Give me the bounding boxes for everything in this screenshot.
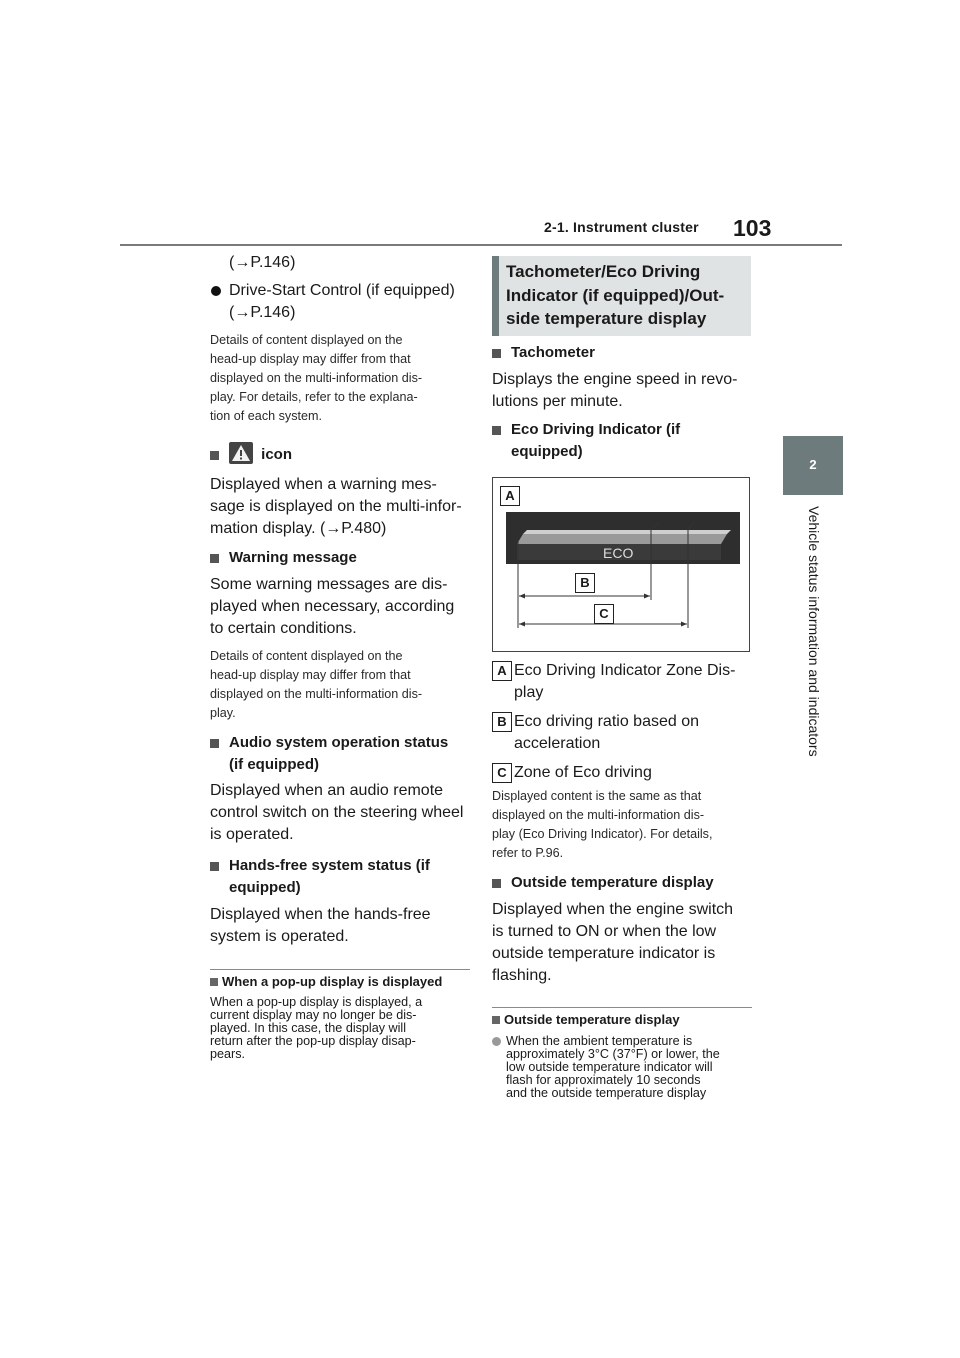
heading-text: Warning message <box>229 549 357 566</box>
heading-square <box>492 1016 500 1024</box>
body-text <box>210 474 470 540</box>
body-line: Displayed when a warning mes- <box>210 476 437 493</box>
memo-rule <box>210 969 470 970</box>
memo-line: return after the pop-up display disap- <box>210 1034 416 1048</box>
eco-indicator-illustration <box>493 478 751 653</box>
legend-line: Eco Driving Indicator Zone Dis- <box>514 662 736 679</box>
body-line: system is operated. <box>210 928 349 945</box>
memo-line: current display may no longer be dis- <box>210 1008 417 1022</box>
body-text <box>210 574 470 640</box>
chapter-tab: 2 <box>783 436 843 495</box>
note-text <box>492 787 752 863</box>
memo-heading <box>492 1012 752 1028</box>
section-heading <box>210 547 470 569</box>
note-line: Details of content displayed on the <box>210 649 403 663</box>
chapter-title-text: Vehicle status information and indicators <box>806 506 822 757</box>
body-line: outside temperature indicator is <box>492 945 716 962</box>
section-heading <box>492 872 752 894</box>
figure-label-c: C <box>594 604 614 624</box>
heading-line: (if equipped) <box>229 756 319 773</box>
heading-square <box>492 879 501 888</box>
note-line: Displayed content is the same as that <box>492 789 702 803</box>
note-line: play. <box>210 706 236 720</box>
body-line: Displays the engine speed in revo- <box>492 371 738 388</box>
note-line: displayed on the multi-information dis- <box>210 371 423 385</box>
bullet-dot <box>211 286 221 296</box>
note-line: tion of each system. <box>210 409 322 423</box>
legend-line: Eco driving ratio based on <box>514 713 699 730</box>
body-line: mation display. (→P.480) <box>210 520 387 537</box>
legend-line: play <box>514 684 544 701</box>
body-line: is operated. <box>210 826 294 843</box>
note-text <box>210 331 470 426</box>
body-line: Displayed when an audio remote <box>210 782 444 799</box>
bullet-text: Drive-Start Control (if equipped) <box>229 282 455 299</box>
note-line: refer to P.96. <box>492 846 564 860</box>
bullet-dot <box>492 1037 501 1046</box>
legend-item <box>492 762 752 784</box>
heading-square <box>492 426 501 435</box>
figure-label-b: B <box>575 573 595 593</box>
legend-label: B <box>492 712 512 732</box>
memo-line: pears. <box>210 1047 246 1061</box>
heading-text: Outside temperature display <box>511 874 714 891</box>
body-line: played when necessary, according <box>210 598 455 615</box>
memo-line: played. In this case, the display will <box>210 1021 407 1035</box>
note-line: play. For details, refer to the explana- <box>210 390 418 404</box>
heading-square <box>210 554 219 563</box>
ref-text: (→P.146) <box>229 254 296 271</box>
legend-item <box>492 711 752 755</box>
memo-line: When a pop-up display is displayed, a <box>210 995 423 1009</box>
note-line: play (Eco Driving Indicator). For details, <box>492 827 713 841</box>
note-line: displayed on the multi-information dis- <box>492 808 705 822</box>
body-line: flashing. <box>492 967 552 984</box>
body-line: sage is displayed on the multi-infor- <box>210 498 462 515</box>
section-heading <box>210 855 470 899</box>
section-heading <box>492 342 752 364</box>
heading-square <box>492 349 501 358</box>
section-heading <box>210 442 470 468</box>
legend-line: Zone of Eco driving <box>514 764 652 781</box>
note-line: head-up display may differ from that <box>210 668 411 682</box>
heading-square <box>210 978 218 986</box>
left-column <box>210 252 470 1061</box>
note-line: Details of content displayed on the <box>210 333 403 347</box>
eco-indicator-figure <box>492 477 750 652</box>
memo-line: flash for approximately 10 seconds <box>506 1073 701 1087</box>
memo-line: low outside temperature indicator will <box>506 1060 713 1074</box>
right-column <box>492 256 752 1100</box>
page-number: 103 <box>733 215 772 241</box>
body-text <box>492 369 752 413</box>
memo-heading-text: When a pop-up display is displayed <box>222 974 443 989</box>
figure-label-a: A <box>500 486 520 506</box>
title-line: Tachometer/Eco Driving <box>506 262 701 281</box>
heading-line: Eco Driving Indicator (if <box>511 421 681 438</box>
warning-triangle-icon <box>229 442 253 464</box>
bullet-item <box>210 280 470 302</box>
heading-line: Hands-free system status (if <box>229 857 430 874</box>
memo-heading <box>210 974 470 990</box>
section-heading <box>210 732 470 776</box>
note-line: head-up display may differ from that <box>210 352 411 366</box>
memo-rule <box>492 1007 752 1008</box>
title-line: side temperature display <box>506 309 707 328</box>
heading-line: equipped) <box>229 879 301 896</box>
memo-line: approximately 3°C (37°F) or lower, the <box>506 1047 720 1061</box>
heading-line: equipped) <box>511 443 583 460</box>
body-line: Displayed when the hands-free <box>210 906 431 923</box>
memo-line: and the outside temperature display <box>506 1086 707 1100</box>
heading-square <box>210 862 219 871</box>
body-line: Displayed when the engine switch <box>492 901 734 918</box>
legend-label: C <box>492 763 512 783</box>
body-line: Some warning messages are dis- <box>210 576 448 593</box>
heading-text: icon <box>261 446 293 463</box>
memo-bullet <box>492 1035 752 1100</box>
header-rule <box>120 244 842 246</box>
legend-label: A <box>492 661 512 681</box>
section-heading <box>492 419 752 463</box>
memo-heading-text: Outside temperature display <box>504 1012 680 1027</box>
ref-text: (→P.146) <box>229 304 296 321</box>
body-text <box>210 904 470 948</box>
legend-line: acceleration <box>514 735 601 752</box>
body-text <box>492 899 752 987</box>
body-line: control switch on the steering wheel <box>210 804 464 821</box>
memo-line: When the ambient temperature is <box>506 1034 693 1048</box>
note-line: displayed on the multi-information dis- <box>210 687 423 701</box>
heading-line: Audio system operation status <box>229 734 449 751</box>
heading-text: Tachometer <box>511 344 595 361</box>
body-line: lutions per minute. <box>492 393 623 410</box>
heading-square <box>210 451 219 460</box>
body-line: to certain conditions. <box>210 620 357 637</box>
heading-square <box>210 739 219 748</box>
section-title-box <box>492 256 751 336</box>
body-text <box>210 780 470 846</box>
eco-text: ECO <box>603 545 634 561</box>
header-section: 2-1. Instrument cluster <box>544 219 699 235</box>
chapter-title <box>800 506 822 796</box>
memo-text <box>210 996 470 1061</box>
legend-item <box>492 660 752 704</box>
note-text <box>210 647 470 723</box>
body-line: is turned to ON or when the low <box>492 923 717 940</box>
title-line: Indicator (if equipped)/Out- <box>506 285 725 305</box>
